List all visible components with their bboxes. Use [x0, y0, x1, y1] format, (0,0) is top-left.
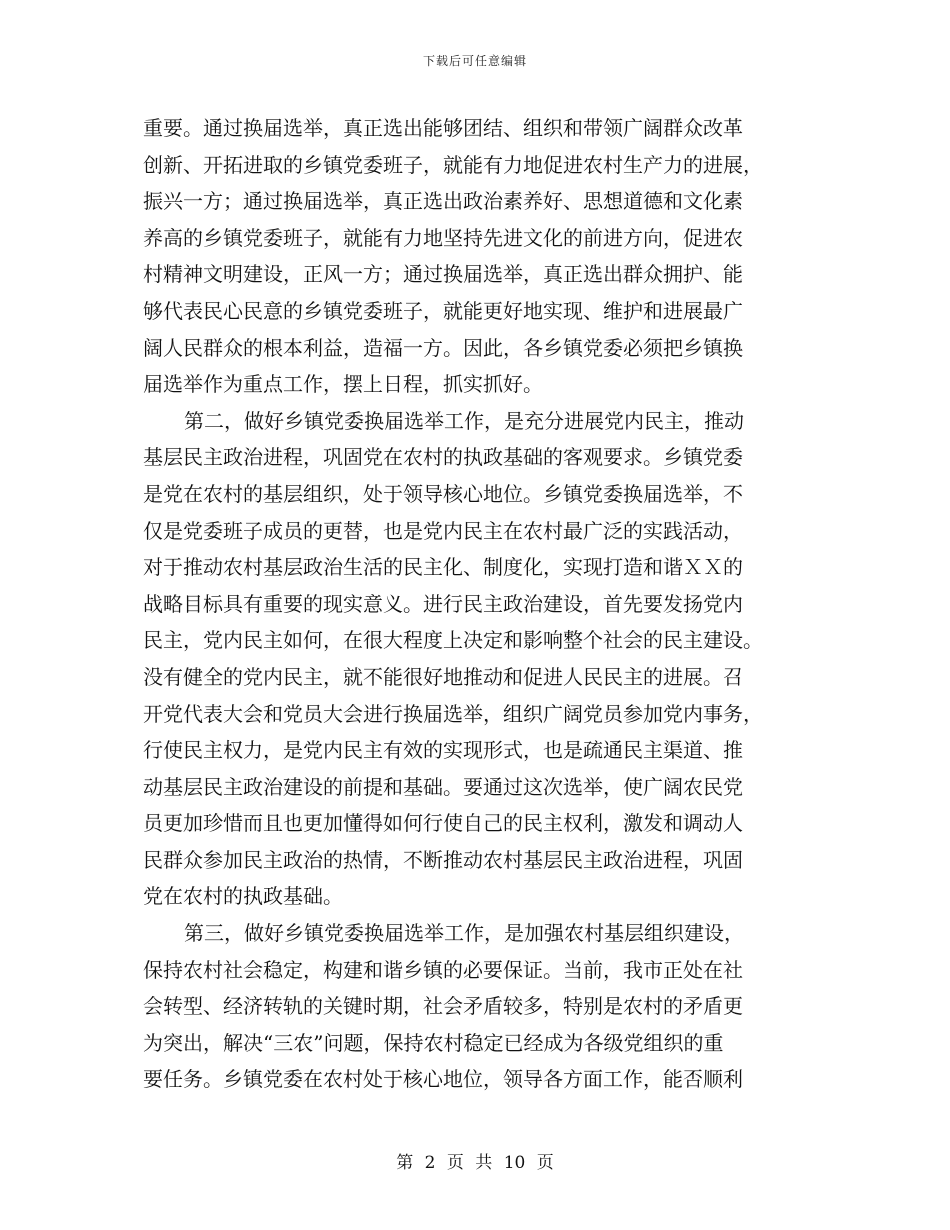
text-line: 对于推动农村基层政治生活的民主化、制度化，实现打造和谐ＸＸ的: [143, 555, 743, 580]
text-line: 第二，做好乡镇党委换届选举工作，是充分进展党内民主，推动: [184, 408, 744, 433]
text-line: 民主，党内民主如何，在很大程度上决定和影响整个社会的民主建设。: [143, 628, 763, 653]
text-line: 民群众参加民主政治的热情，不断推动农村基层民主政治进程，巩固: [143, 847, 743, 872]
text-line: 振兴一方；通过换届选举，真正选出政治素养好、思想道德和文化素: [143, 189, 743, 214]
text-line: 阔人民群众的根本利益，造福一方。因此，各乡镇党委必须把乡镇换: [143, 335, 743, 360]
text-line: 为突出，解决“三农”问题，保持农村稳定已经成为各级党组织的重: [143, 1030, 724, 1055]
text-line: 行使民主权力，是党内民主有效的实现形式，也是疏通民主渠道、推: [143, 738, 743, 763]
text-line: 员更加珍惜而且也更加懂得如何行使自己的民主权利，激发和调动人: [143, 811, 743, 836]
text-line: 创新、开拓进取的乡镇党委班子，就能有力地促进农村生产力的进展，: [143, 152, 763, 177]
text-line: 够代表民心民意的乡镇党委班子，就能更好地实现、维护和进展最广: [143, 298, 743, 323]
text-line: 第三，做好乡镇党委换届选举工作，是加强农村基层组织建设，: [184, 921, 744, 946]
text-line: 基层民主政治进程，巩固党在农村的执政基础的客观要求。乡镇党委: [143, 445, 743, 470]
text-line: 是党在农村的基层组织，处于领导核心地位。乡镇党委换届选举，不: [143, 481, 743, 506]
text-line: 党在农村的执政基础。: [143, 884, 343, 909]
text-line: 村精神文明建设，正风一方；通过换届选举，真正选出群众拥护、能: [143, 262, 743, 287]
page-footer: 第 2 页 共 10 页: [396, 1153, 554, 1173]
body-text: [143, 110, 808, 1098]
text-line: 要任务。乡镇党委在农村处于核心地位，领导各方面工作，能否顺利: [143, 1067, 743, 1092]
text-line: 届选举作为重点工作，摆上日程，抓实抓好。: [143, 372, 543, 397]
text-line: 会转型、经济转轨的关键时期，社会矛盾较多，特别是农村的矛盾更: [143, 994, 743, 1019]
text-line: 没有健全的党内民主，就不能很好地推动和促进人民民主的进展。召: [143, 664, 743, 689]
text-line: 开党代表大会和党员大会进行换届选举，组织广阔党员参加党内事务，: [143, 701, 763, 726]
text-line: 动基层民主政治建设的前提和基础。要通过这次选举，使广阔农民党: [143, 774, 743, 799]
text-line: 重要。通过换届选举，真正选出能够团结、组织和带领广阔群众改革: [143, 116, 743, 140]
text-line: 保持农村社会稳定，构建和谐乡镇的必要保证。当前，我市正处在社: [143, 957, 743, 982]
text-line: 战略目标具有重要的现实意义。进行民主政治建设，首先要发扬党内: [143, 591, 743, 616]
page-header-note: 下载后可任意编辑: [422, 54, 527, 68]
text-line: 仅是党委班子成员的更替，也是党内民主在农村最广泛的实践活动，: [143, 518, 743, 543]
text-line: 养高的乡镇党委班子，就能有力地坚持先进文化的前进方向，促进农: [143, 225, 743, 250]
